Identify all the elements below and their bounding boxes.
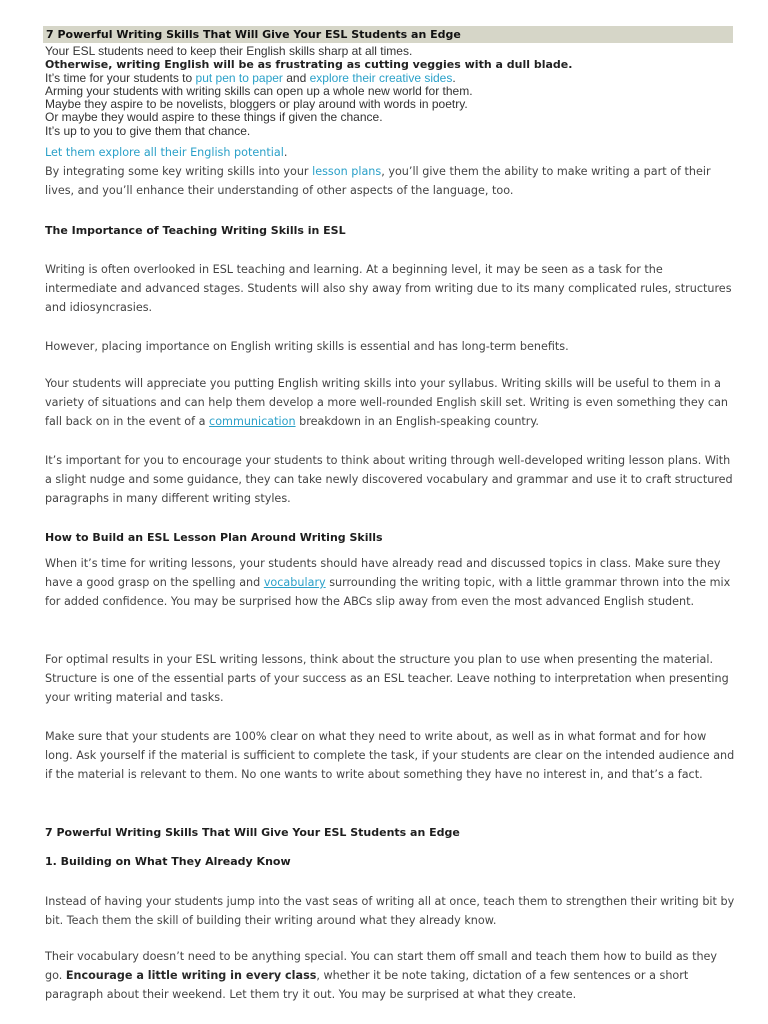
explore-line xyxy=(45,143,735,162)
communication-link[interactable]: communication xyxy=(209,415,296,428)
paragraph: However, placing importance on English writing skills is essential and has long-term benefits. xyxy=(45,340,569,353)
section-heading: The Importance of Teaching Writing Skills in ESL xyxy=(45,224,346,237)
paragraph: For optimal results in your ESL writing lessons, think about the structure you plan to use when presenting the material. Structure is one of the essential parts of your success as an ESL teacher. Leave nothing to interpretation when presenting your writing material and tasks. xyxy=(45,653,729,704)
section-heading: 7 Powerful Writing Skills That Will Give Your ESL Students an Edge xyxy=(45,826,460,839)
lesson-plans-paragraph xyxy=(45,162,735,200)
intro-line: Your ESL students need to keep their English skills sharp at all times. xyxy=(45,44,413,58)
intro-line: Maybe they aspire to be novelists, bloggers or play around with words in poetry. xyxy=(45,97,468,112)
paragraph-text: , whether it be note taking, dictation of a few sentences or a short paragraph about their weekend. Let them try it out. You may be surprised at what they create. xyxy=(45,969,689,1001)
intro-bold-line: Otherwise, writing English will be as frustrating as cutting veggies with a dull blade. xyxy=(45,58,573,72)
intro-line: Or maybe they would aspire to these things if given the chance. xyxy=(45,110,383,125)
paragraph: Writing is often overlooked in ESL teaching and learning. At a beginning level, it may be seen as a task for the intermediate and advanced stages. Students will also shy away from writing due to its many complicated rules, structures and idiosyncrasies. xyxy=(45,263,732,314)
paragraph-text: When it’s time for writing lessons, your students should have already read and discussed topics in class. Make sure they have a good grasp on the spelling and xyxy=(45,557,721,589)
paragraph-text: surrounding the writing topic, with a little grammar thrown into the mix for added confidence. You may be surprised how the ABCs slip away from even the most advanced English student. xyxy=(45,576,731,608)
paragraph xyxy=(45,554,735,611)
intro-line: It’s up to you to give them that chance. xyxy=(45,123,251,138)
paragraph-text: , you’ll give them the ability to make writing a part of their lives, and you’ll enhance their understanding of other aspects of the language, too. xyxy=(45,165,711,197)
paragraph: It’s important for you to encourage your students to think about writing through well-developed writing lesson plans. With a slight nudge and some guidance, they can take newly discovered vocabulary and grammar and use it to craft structured paragraphs in many different writing styles. xyxy=(45,454,733,505)
paragraph-text: Your students will appreciate you putting English writing skills into your syllabus. Writing skills will be useful to them in a variety of situations and can help them develop a more well-rounded English skill set. Writing is even something they can fall back on in the event of a xyxy=(45,377,729,428)
intro-line: Arming your students with writing skills can open up a whole new world for them. xyxy=(45,83,473,98)
intro-text: . xyxy=(452,70,456,85)
vocabulary-link[interactable]: vocabulary xyxy=(263,576,326,589)
paragraph-text: By integrating some key writing skills into your xyxy=(45,165,313,178)
explore-english-potential-link[interactable]: Let them explore all their English potential xyxy=(45,146,284,159)
paragraph: Make sure that your students are 100% clear on what they need to write about, as well as in what format and for how long. Ask yourself if the material is sufficient to complete the task, if your students are clear on the intended audience and if the material is relevant to them. No one wants to write about something they have no interest in, and that’s a fact. xyxy=(45,730,735,781)
intro-line xyxy=(45,72,745,85)
put-pen-to-paper-link[interactable]: put pen to paper xyxy=(195,70,283,85)
article-title: 7 Powerful Writing Skills That Will Give Your ESL Students an Edge xyxy=(43,26,733,43)
intro-text: and xyxy=(282,70,310,85)
intro-block xyxy=(45,45,745,138)
paragraph xyxy=(45,374,735,431)
intro-text: It’s time for your students to xyxy=(45,70,196,85)
paragraph-text: Their vocabulary doesn’t need to be anything special. You can start them off small and teach them how to build as they go. xyxy=(45,950,718,982)
skill-heading: 1. Building on What They Already Know xyxy=(45,855,291,868)
paragraph-text: breakdown in an English-speaking country. xyxy=(295,415,539,428)
paragraph: Instead of having your students jump into the vast seas of writing all at once, teach them to strengthen their writing bit by bit. Teach them the skill of building their writing around what they already know. xyxy=(45,895,735,927)
paragraph-text: . xyxy=(283,146,288,159)
paragraph xyxy=(45,947,735,1004)
explore-creative-sides-link[interactable]: explore their creative sides xyxy=(309,70,453,85)
bold-phrase: Encourage a little writing in every class xyxy=(65,969,317,982)
section-heading: How to Build an ESL Lesson Plan Around Writing Skills xyxy=(45,531,383,544)
lesson-plans-link[interactable]: lesson plans xyxy=(312,165,382,178)
